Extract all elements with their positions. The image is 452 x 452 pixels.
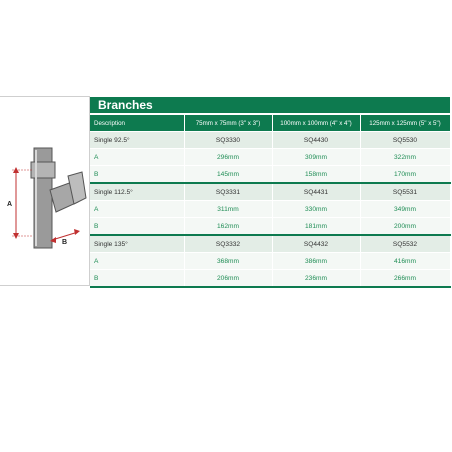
dimension-b-value: 170mm [360, 166, 450, 184]
product-code: SQ5530 [360, 132, 450, 149]
product-code: SQ4431 [272, 183, 360, 201]
product-code: SQ4432 [272, 235, 360, 253]
product-code: SQ3330 [184, 132, 272, 149]
panel-title: Branches [90, 97, 450, 115]
dimension-b-label: B [62, 239, 68, 246]
table-row-product [90, 183, 450, 201]
branches-panel [90, 97, 450, 288]
table-row-dimension-b [90, 218, 450, 236]
dimension-a-label: A [7, 201, 13, 208]
table-row-dimension-a [90, 201, 450, 218]
dimension-b-value: 200mm [360, 218, 450, 236]
dimension-b-label: B [90, 270, 184, 288]
dimension-a-label: A [90, 201, 184, 218]
branch-diagram [6, 140, 88, 250]
product-code: SQ5531 [360, 183, 450, 201]
dimension-b-value: 236mm [272, 270, 360, 288]
header-size-1: 75mm x 75mm (3" x 3") [184, 115, 272, 132]
dimension-a-value: 309mm [272, 149, 360, 166]
dimension-b-label: B [90, 166, 184, 184]
dimension-a-value: 368mm [184, 253, 272, 270]
dimension-b-value: 158mm [272, 166, 360, 184]
dimension-b-value: 162mm [184, 218, 272, 236]
product-code: SQ4430 [272, 132, 360, 149]
table-header-row [90, 115, 450, 132]
product-code: SQ3331 [184, 183, 272, 201]
table-row-product [90, 235, 450, 253]
product-name: Single 92.5° [90, 132, 184, 149]
table-row-dimension-b [90, 166, 450, 184]
header-size-3: 125mm x 125mm (5" x 5") [360, 115, 450, 132]
branches-table [90, 115, 451, 288]
product-name: Single 135° [90, 235, 184, 253]
dimension-a-label: A [90, 253, 184, 270]
product-code: SQ3332 [184, 235, 272, 253]
dimension-b-value: 266mm [360, 270, 450, 288]
frame-top-line [0, 96, 90, 97]
dimension-a-label: A [90, 149, 184, 166]
product-code: SQ5532 [360, 235, 450, 253]
table-row-dimension-a [90, 253, 450, 270]
table-row-dimension-a [90, 149, 450, 166]
dimension-a-value: 311mm [184, 201, 272, 218]
dimension-b-label: B [90, 218, 184, 236]
dimension-a-value: 416mm [360, 253, 450, 270]
dimension-a-value: 322mm [360, 149, 450, 166]
table-row-dimension-b [90, 270, 450, 288]
pipe-socket [31, 162, 55, 178]
table-row-product [90, 132, 450, 149]
header-description: Description [90, 115, 184, 132]
header-size-2: 100mm x 100mm (4" x 4") [272, 115, 360, 132]
dimension-a-value: 330mm [272, 201, 360, 218]
dimension-a-value: 296mm [184, 149, 272, 166]
dimension-b-value: 145mm [184, 166, 272, 184]
dimension-a-value: 349mm [360, 201, 450, 218]
dimension-b-value: 181mm [272, 218, 360, 236]
dimension-b-value: 206mm [184, 270, 272, 288]
dimension-a-value: 386mm [272, 253, 360, 270]
product-name: Single 112.5° [90, 183, 184, 201]
